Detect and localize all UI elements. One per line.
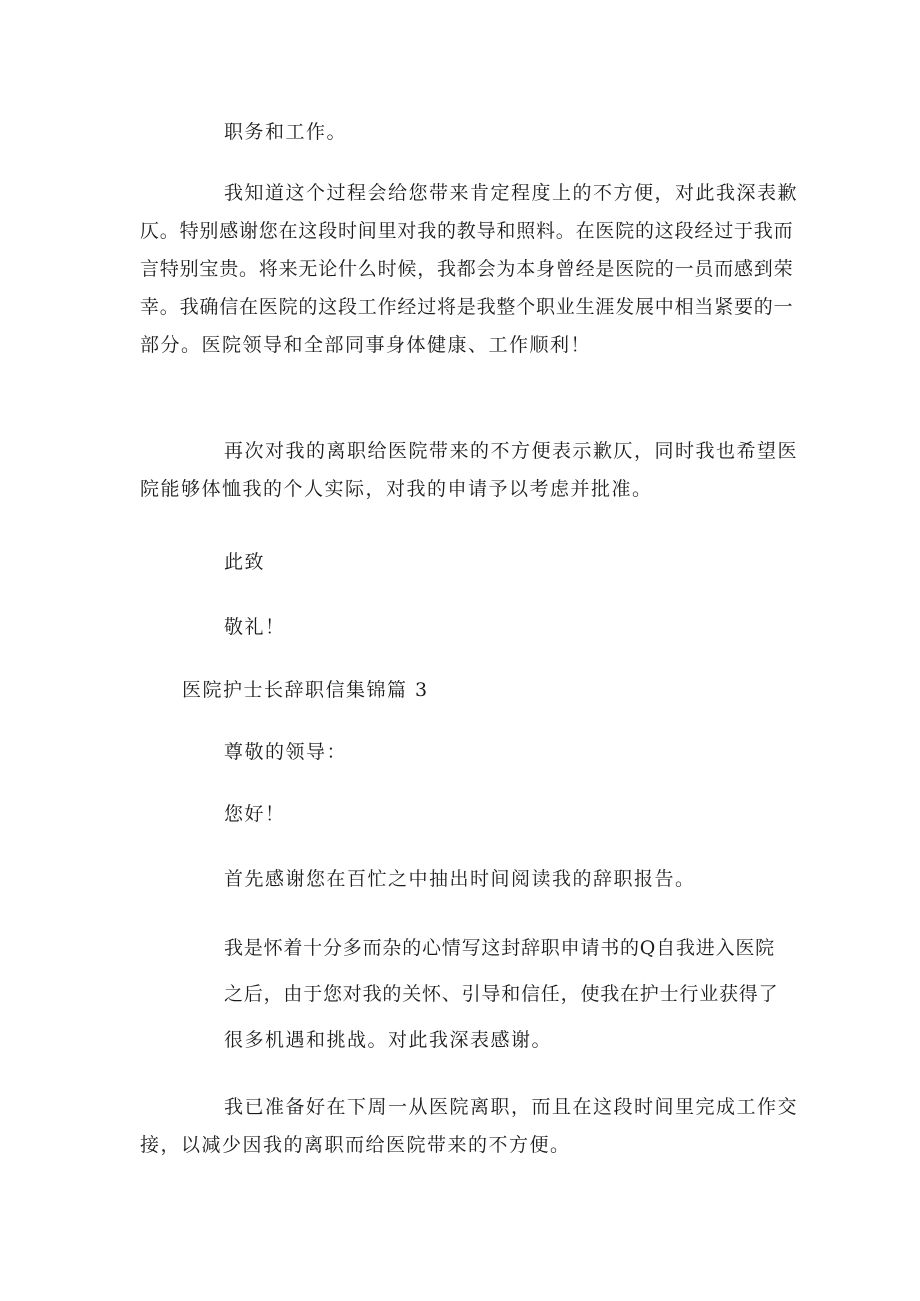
heading-text: 医院护士长辞职信集锦篇 3 xyxy=(182,679,429,701)
section-heading xyxy=(182,671,429,709)
text-line: 此致 xyxy=(224,551,266,573)
greeting-hello xyxy=(224,795,286,833)
text-line: 幸。我确信在医院的这段工作经过将是我整个职业生涯发展中相当紧要的一 xyxy=(140,296,794,318)
text-line: 仄。特别感谢您在这段时间里对我的教导和照料。在医院的这段经过于我而 xyxy=(140,220,794,242)
paragraph-apology-again xyxy=(140,432,798,508)
text-line: 您好！ xyxy=(224,803,286,825)
text-line: 很多机遇和挑战。对此我深表感谢。 xyxy=(224,1029,553,1051)
paragraph-thanks xyxy=(224,860,696,898)
text-line: 之后，由于您对我的关怀、引导和信任，使我在护士行业获得了 xyxy=(224,983,779,1005)
text-line: 再次对我的离职给医院带来的不方便表示歉仄，同时我也希望医 xyxy=(224,440,799,462)
text-line: 尊敬的领导： xyxy=(224,741,348,763)
text-line: 接，以减少因我的离职而给医院带来的不方便。 xyxy=(140,1134,571,1156)
text-line: 院能够体恤我的个人实际，对我的申请予以考虑并批准。 xyxy=(140,478,653,500)
paragraph-feelings xyxy=(224,925,778,1063)
paragraph-apology xyxy=(140,174,798,364)
text-line: 首先感谢您在百忙之中抽出时间阅读我的辞职报告。 xyxy=(224,868,696,890)
paragraph-departure xyxy=(140,1088,798,1164)
closing-salutation xyxy=(224,543,265,581)
text-line: 我是怀着十分多而杂的心情写这封辞职申请书的Q自我进入医院 xyxy=(224,937,775,959)
text-line: 我知道这个过程会给您带来肯定程度上的不方便，对此我深表歉 xyxy=(224,182,799,204)
text-line: 言特别宝贵。将来无论什么时候，我都会为本身曾经是医院的一员而感到荣 xyxy=(140,258,794,280)
text-line: 职务和工作。 xyxy=(224,121,348,143)
closing-regards xyxy=(224,608,286,646)
text-line: 敬礼！ xyxy=(224,616,286,638)
text-line: 部分。医院领导和全部同事身体健康、工作顺利！ xyxy=(140,334,592,356)
paragraph-duties xyxy=(224,113,347,151)
greeting-title xyxy=(224,733,347,771)
text-line: 我已准备好在下周一从医院离职，而且在这段时间里完成工作交 xyxy=(224,1096,799,1118)
